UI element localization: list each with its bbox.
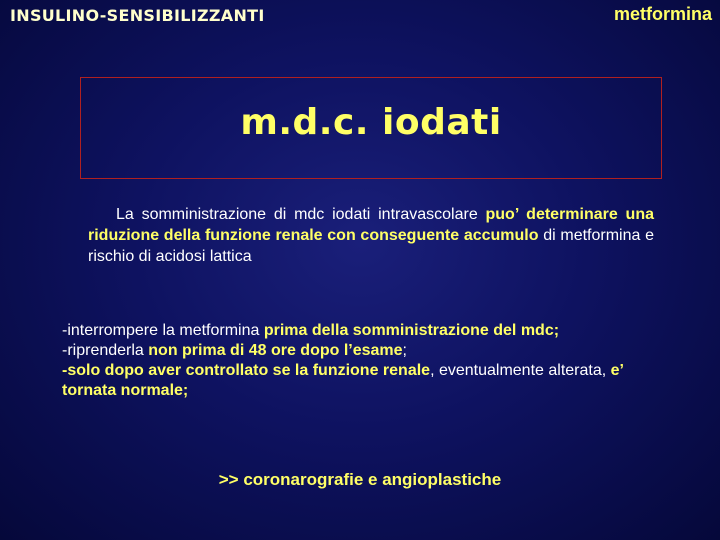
para-text-1: La somministrazione di mdc iodati intravascolare [116,206,478,223]
para-text-3: di metformina e rischio di acidosi lattica [88,227,654,265]
bullet-list [62,321,662,401]
bullet-2-plain: -riprenderla [62,342,144,359]
header-right-title: metformina [613,4,712,24]
bullet-1-plain: -interrompere la metformina [62,322,260,339]
para-text-2: puo’ determinare una riduzione della funzione renale con conseguente accumulo [88,206,654,244]
header-left-title: INSULINO-SENSIBILIZZANTI [10,6,265,25]
bullet-3-plain: , eventualmente alterata, [430,362,607,379]
intro-paragraph [88,204,654,267]
bullet-3-bold2: e’ tornata normale; [62,362,624,399]
bullet-item-2 [62,341,662,361]
bullet-item-1 [62,321,662,341]
title-box [80,77,662,179]
bullet-item-3 [62,361,662,401]
bullet-3-bold: -solo dopo aver controllato se la funzione renale [62,362,431,379]
bullet-2-end: ; [402,342,407,359]
bullet-1-bold: prima della somministrazione del mdc; [263,322,560,339]
slide-title: m.d.c. iodati [240,102,502,143]
footer-link-text: >> coronarografie e angioplastiche [218,470,502,489]
bullet-2-bold: non prima di 48 ore dopo l’esame [148,342,403,359]
